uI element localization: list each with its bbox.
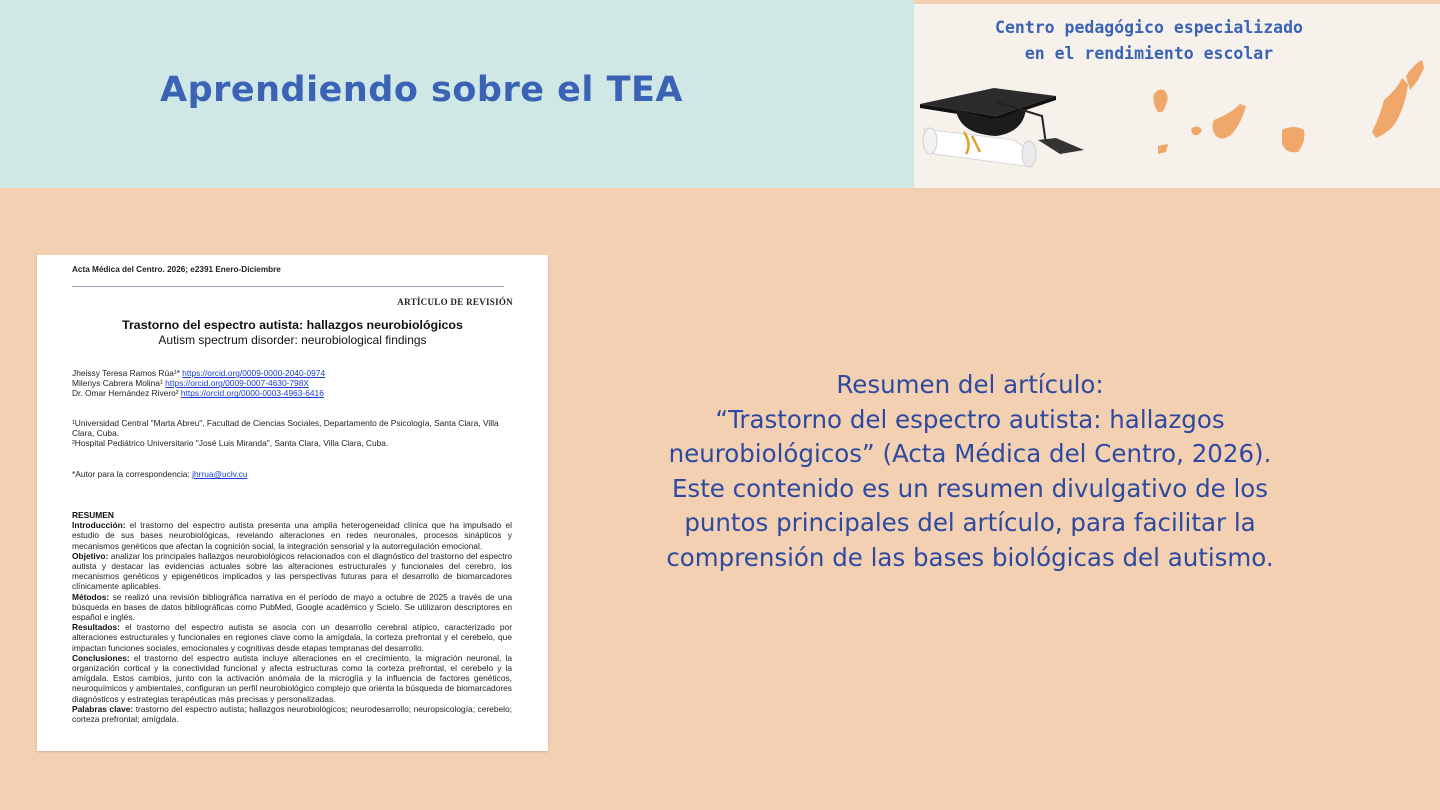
author-line <box>72 388 512 398</box>
logo-text-line1: Centro pedagógico especializado <box>995 18 1303 37</box>
author-list <box>72 368 512 399</box>
orcid-link[interactable]: https://orcid.org/0009-0007-4630-798X <box>165 378 309 389</box>
correspondence-label: *Autor para la correspondencia: <box>72 469 193 479</box>
section-text: trastorno del espectro autista; hallazgos neurobiológicos; neurodesarrollo; neuropsicología; cerebelo; corteza prefrontal; amígdala. <box>72 703 512 725</box>
page-title: Aprendiendo sobre el TEA <box>160 70 683 110</box>
summary-line: puntos principales del artículo, para facilitar la <box>684 508 1256 537</box>
section-label: Objetivo: <box>72 550 109 561</box>
section-text: se realizó una revisión bibliográfica narrativa en el período de mayo a octubre de 2025 a través de una búsqueda en bases de datos bibliográficas como PubMed, Google académico y Scielo. Se utilizaron descriptores en español e inglés. <box>72 591 512 623</box>
summary-line: Este contenido es un resumen divulgativo de los <box>671 473 1269 503</box>
abstract-section <box>72 704 512 724</box>
section-label: Introducción: <box>72 520 126 531</box>
affiliations <box>72 418 512 449</box>
logo-illustration <box>914 4 1440 188</box>
summary-line: neurobiológicos” (Acta Médica del Centro, 2026). <box>668 439 1272 468</box>
author-name: Milenys Cabrera Molina¹ <box>72 378 166 389</box>
abstract-section <box>72 653 512 704</box>
article-preview <box>37 255 548 751</box>
diploma-scroll-icon <box>923 128 1036 167</box>
logo-panel <box>914 4 1440 188</box>
article-subtitle: Autism spectrum disorder: neurobiological findings <box>158 333 427 347</box>
section-label: Métodos: <box>72 591 110 602</box>
section-label: Palabras clave: <box>72 703 134 714</box>
correspondence <box>72 469 512 479</box>
header-rule <box>72 286 504 287</box>
email-link[interactable]: jhrrua@uclv.cu <box>192 469 248 479</box>
abstract-heading: RESUMEN <box>72 510 114 520</box>
section-label: Resultados: <box>72 622 120 633</box>
abstract-section <box>72 551 512 592</box>
section-label: Conclusiones: <box>72 652 130 663</box>
summary-line: Resumen del artículo: <box>836 370 1104 399</box>
orcid-link[interactable]: https://orcid.org/0009-0000-2040-0974 <box>182 368 326 378</box>
abstract-section <box>72 520 512 551</box>
logo-text-line2: en el rendimiento escolar <box>1024 44 1274 63</box>
author-name: Dr. Omar Hernández Rivero² <box>72 388 181 399</box>
section-text: el trastorno del espectro autista incluye alteraciones en el crecimiento, la migración neuronal, la organización cortical y la conectividad funcional y afecta estructuras como la corteza prefrontal, el cerebelo y la amígdala. Estos cambios, junto con la activación anómala de la microglía y la influencia de factores genéticos, neuroquímicos y ambientales, configuran un perfil neurobiológico complejo que orienta la búsqueda de biomarcadores diagnósticos y estrategias terapéuticas más precisas y personalizadas. <box>72 652 512 704</box>
author-name: Jheissy Teresa Ramos Rúa¹* <box>72 368 183 378</box>
summary-line: comprensión de las bases biológicas del autismo. <box>666 542 1274 572</box>
affiliation-2: ²Hospital Pediátrico Universitario "José Luis Miranda", Santa Clara, Villa Clara, Cuba. <box>72 438 389 449</box>
canary-islands-map-icon <box>1154 60 1425 154</box>
section-text: el trastorno del espectro autista presenta una amplia heterogeneidad clínica que ha impulsado el estudio de sus bases neurobiológicas, revelando alteraciones en redes neuronales, procesos sinápticos y mecanismos genéticos que afectan la cognición social, la integración sensorial y la autorregulación emocional. <box>72 520 512 551</box>
abstract-section <box>72 592 512 623</box>
orcid-link[interactable]: https://orcid.org/0000-0003-4963-6416 <box>180 388 324 399</box>
abstract <box>72 510 512 724</box>
affiliation-1: ¹Universidad Central "Marta Abreu", Facultad de Ciencias Sociales, Departamento de Psicología, Santa Clara, Villa Clara, Cuba. <box>72 418 499 439</box>
article-type: ARTÍCULO DE REVISIÓN <box>397 297 513 307</box>
section-text: analizar los principales hallazgos neurobiológicos relacionados con el diagnóstico del trastorno del espectro autista y destacar las evidencias actuales sobre las alteraciones estructurales y funcionales del cerebro, los mecanismos genéticos y epigenéticos implicados y las perspectivas futuras para el desarrollo de biomarcadores clínicamente aplicables. <box>72 550 512 592</box>
journal-citation: Acta Médica del Centro. 2026; e2391 Enero-Diciembre <box>72 265 281 274</box>
author-line <box>72 368 512 378</box>
section-text: el trastorno del espectro autista se asocia con un desarrollo cerebral atípico, caracterizado por alteraciones estructurales y funcionales en regiones clave como la amígdala, la corteza prefrontal y el cerebelo, que impactan funciones sociales, emocionales y cognitivas desde etapas tempranas del desarrollo. <box>72 622 512 653</box>
author-line <box>72 378 512 388</box>
summary-text <box>630 368 1310 575</box>
abstract-section <box>72 622 512 653</box>
summary-line: “Trastorno del espectro autista: hallazgos <box>715 404 1225 434</box>
article-title: Trastorno del espectro autista: hallazgos neurobiológicos <box>122 318 463 332</box>
